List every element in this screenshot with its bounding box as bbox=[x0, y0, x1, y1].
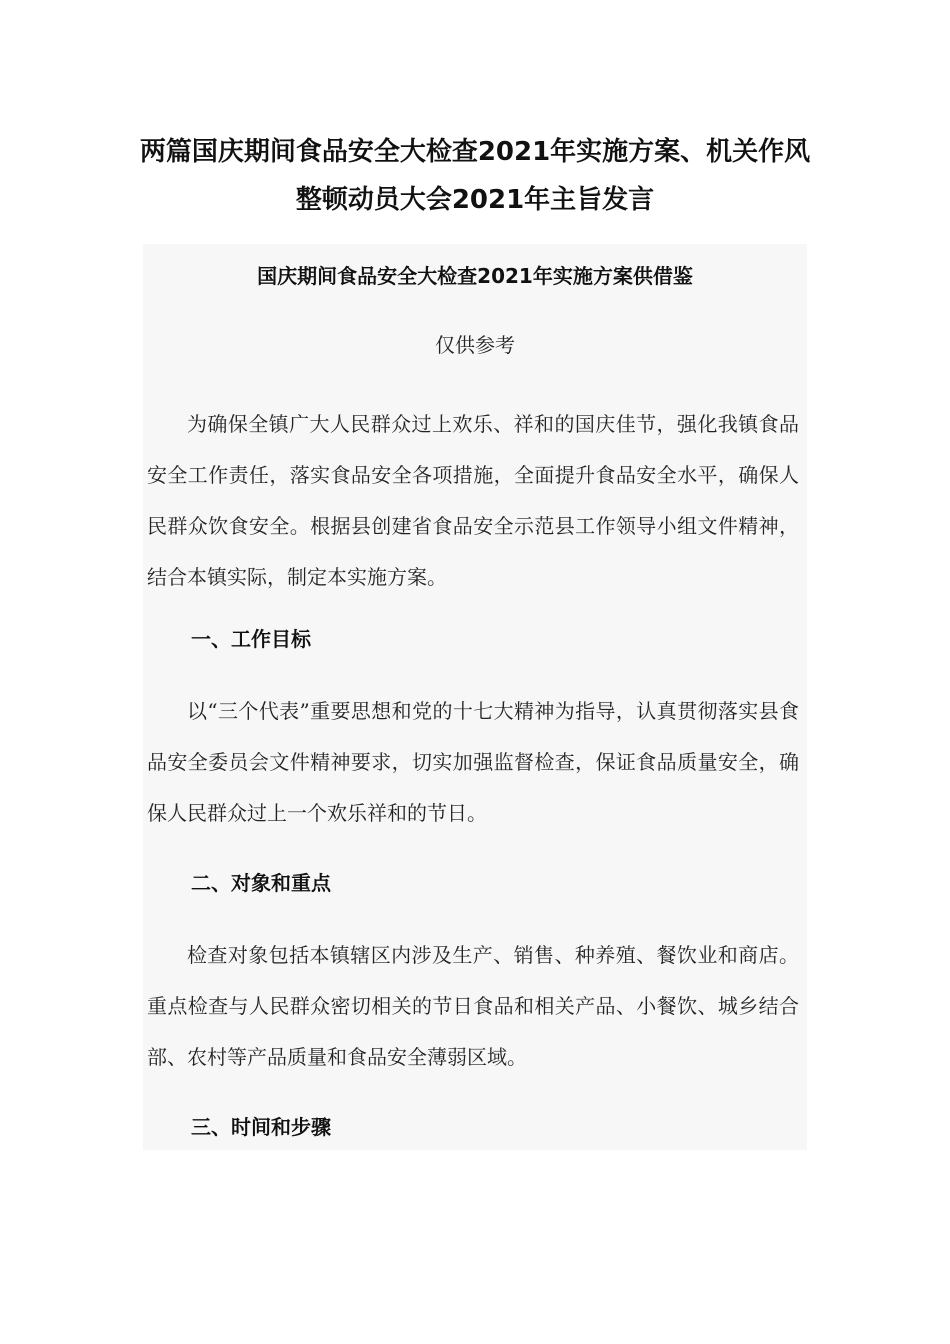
document-title-line-1: 两篇国庆期间食品安全大检查2021年实施方案、机关作风 bbox=[139, 137, 811, 167]
section-heading-goals: 一、工作目标 bbox=[191, 627, 311, 651]
intro-paragraph: 为确保全镇广大人民群众过上欢乐、祥和的国庆佳节，强化我镇食品安全工作责任，落实食品安全各项措施，全面提升食品安全水平，确保人民群众饮食安全。根据县创建省食品安全示范县工作领导小组文件精神，结合本镇实际，制定本实施方案。 bbox=[147, 412, 799, 589]
document-title bbox=[0, 128, 950, 224]
section-heading-schedule: 三、时间和步骤 bbox=[191, 1115, 331, 1139]
section-body-goals: 以“三个代表”重要思想和党的十七大精神为指导，认真贯彻落实县食品安全委员会文件精神要求，切实加强监督检查，保证食品质量安全，确保人民群众过上一个欢乐祥和的节日。 bbox=[147, 699, 799, 825]
article-body bbox=[143, 244, 807, 1150]
document-title-line-2: 整顿动员大会2021年主旨发言 bbox=[295, 185, 655, 215]
section-body-targets: 检查对象包括本镇辖区内涉及生产、销售、种养殖、餐饮业和商店。重点检查与人民群众密切相关的节日食品和相关产品、小餐饮、城乡结合部、农村等产品质量和食品安全薄弱区域。 bbox=[147, 943, 799, 1069]
reference-note: 仅供参考 bbox=[435, 333, 515, 357]
article-subtitle: 国庆期间食品安全大检查2021年实施方案供借鉴 bbox=[257, 264, 693, 288]
section-heading-targets: 二、对象和重点 bbox=[191, 871, 331, 895]
